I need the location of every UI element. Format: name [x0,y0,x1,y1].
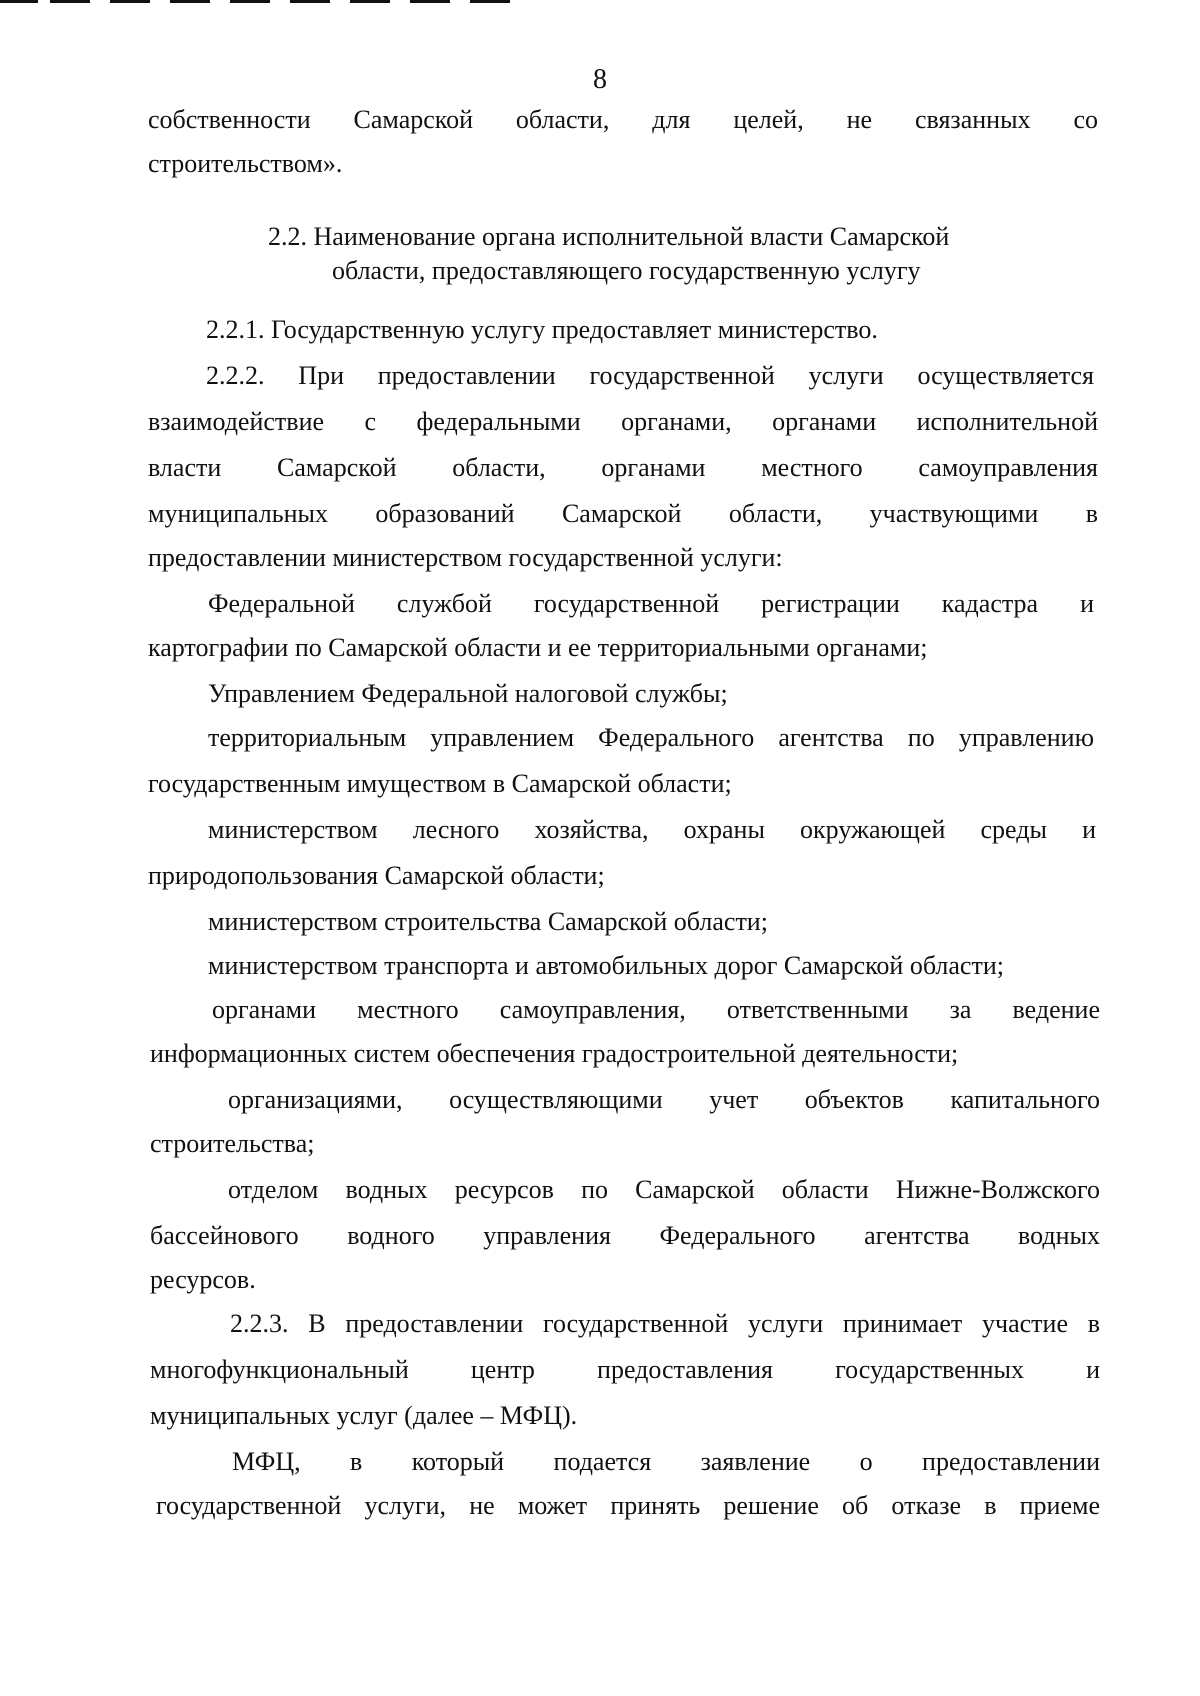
scan-artifact-dash [350,0,390,3]
text-line: Федеральной службой государственной регистрации кадастра и [208,589,1094,618]
text-line: министерством транспорта и автомобильных дорог Самарской области; [208,951,1004,980]
section-heading: области, предоставляющего государственную услугу [332,256,921,285]
text-line: 2.2.3. В предоставлении государственной услуги принимает участие в [230,1309,1100,1338]
text-line: муниципальных образований Самарской области, участвующими в [148,499,1098,528]
text-line: 2.2.2. При предоставлении государственной услуги осуществляется [206,361,1094,390]
scan-artifact-dash [0,0,38,3]
text-line: власти Самарской области, органами местного самоуправления [148,453,1098,482]
scan-artifact-dash [290,0,330,3]
scan-artifact-dash [50,0,90,3]
text-line: организациями, осуществляющими учет объектов капитального [228,1085,1100,1114]
text-line: муниципальных услуг (далее – МФЦ). [150,1401,578,1430]
scan-artifact-dash [470,0,510,3]
text-line: ресурсов. [150,1265,256,1294]
text-line: территориальным управлением Федерального агентства по управлению [208,723,1094,752]
text-line: многофункциональный центр предоставления государственных и [150,1355,1100,1384]
text-line: МФЦ, в который подается заявление о предоставлении [232,1447,1100,1476]
section-heading: 2.2. Наименование органа исполнительной власти Самарской [268,222,950,251]
scan-artifact-dash [110,0,150,3]
text-line: отделом водных ресурсов по Самарской области Нижне-Волжского [228,1175,1100,1204]
text-line: строительством». [148,149,343,178]
text-line: органами местного самоуправления, ответственными за ведение [212,995,1100,1024]
text-line: собственности Самарской области, для целей, не связанных со [148,105,1098,134]
text-line: министерством строительства Самарской области; [208,907,768,936]
text-line: взаимодействие с федеральными органами, органами исполнительной [148,407,1098,436]
text-line: строительства; [150,1129,315,1158]
text-line: предоставлении министерством государственной услуги: [148,543,783,572]
scan-artifact-dash [170,0,210,3]
scan-artifact-dash [230,0,270,3]
text-line: бассейнового водного управления Федерального агентства водных [150,1221,1100,1250]
page-number: 8 [593,64,607,95]
text-line: природопользования Самарской области; [148,861,605,890]
scan-artifact-dash [410,0,450,3]
text-line: министерством лесного хозяйства, охраны окружающей среды и [208,815,1096,844]
text-line: информационных систем обеспечения градостроительной деятельности; [150,1039,959,1068]
text-line: Управлением Федеральной налоговой службы; [208,679,728,708]
text-line: картографии по Самарской области и ее территориальными органами; [148,633,928,662]
text-line: 2.2.1. Государственную услугу предоставляет министерство. [206,315,878,344]
text-line: государственным имуществом в Самарской области; [148,769,732,798]
text-line: государственной услуги, не может принять решение об отказе в приеме [156,1491,1100,1520]
